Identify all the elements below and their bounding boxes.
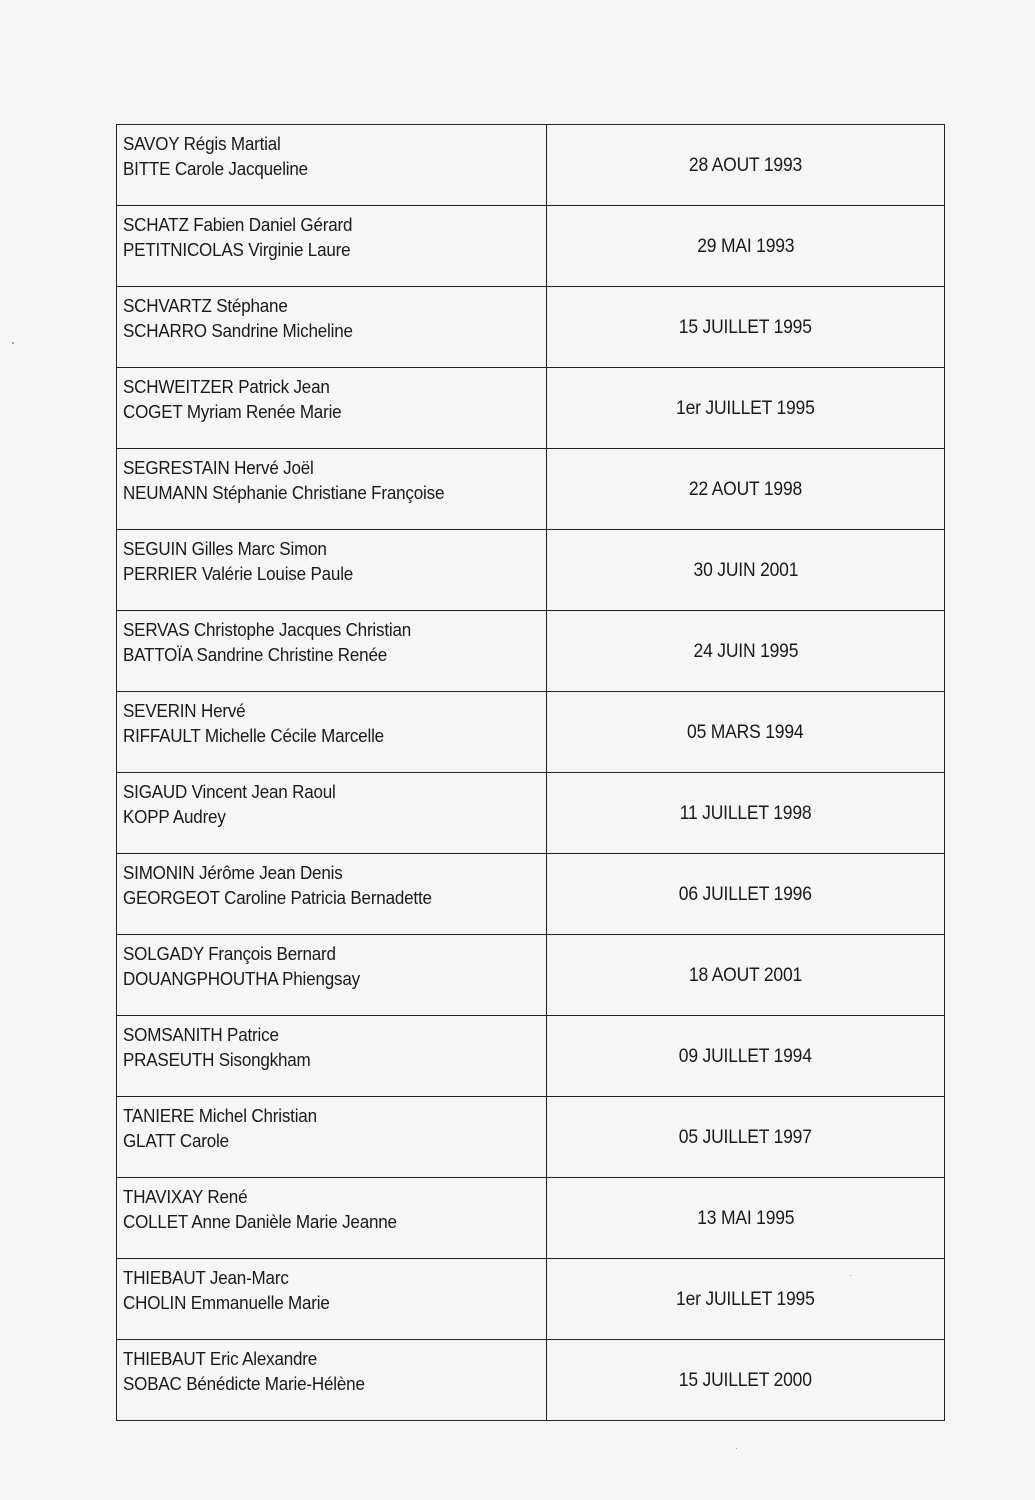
marriage-date-cell (547, 692, 945, 773)
marriage-date-cell (547, 287, 945, 368)
husband-name: SIGAUD Vincent Jean Raoul (122, 781, 336, 802)
couple-names-cell (117, 287, 513, 368)
husband-name: THAVIXAY René (122, 1186, 247, 1207)
marriage-date: 29 MAI 1993 (696, 236, 795, 257)
table-row (117, 1016, 945, 1097)
marriage-date-cell (547, 1259, 945, 1340)
husband-name: SOLGADY François Bernard (122, 943, 336, 964)
wife-name: GEORGEOT Caroline Patricia Bernadette (122, 887, 432, 908)
marriage-date: 30 JUIN 2001 (693, 560, 798, 581)
marriage-date: 15 JUILLET 1995 (679, 317, 812, 338)
table-row (117, 368, 945, 449)
marriage-date-cell (547, 611, 945, 692)
marriage-date: 13 MAI 1995 (696, 1208, 795, 1229)
marriage-date: 1er JUILLET 1995 (676, 398, 815, 419)
husband-name: SAVOY Régis Martial (122, 133, 281, 154)
wife-name: BATTOÏA Sandrine Christine Renée (122, 644, 387, 665)
couple-names-cell (117, 773, 513, 854)
couple-names-cell (117, 368, 513, 449)
marriage-date-cell (547, 773, 945, 854)
table-row (117, 773, 945, 854)
wife-name: PRASEUTH Sisongkham (122, 1049, 311, 1070)
marriage-date: 15 JUILLET 2000 (679, 1370, 812, 1391)
scan-speck (12, 342, 14, 344)
wife-name: CHOLIN Emmanuelle Marie (122, 1292, 330, 1313)
table-row (117, 530, 945, 611)
table-row (117, 206, 945, 287)
husband-name: THIEBAUT Jean-Marc (122, 1267, 289, 1288)
husband-name: SEGUIN Gilles Marc Simon (122, 538, 327, 559)
registry-table-body (117, 125, 945, 1421)
marriage-date-cell (547, 935, 945, 1016)
husband-name: TANIERE Michel Christian (122, 1105, 317, 1126)
wife-name: GLATT Carole (122, 1130, 229, 1151)
marriage-date-cell (547, 530, 945, 611)
marriage-date-cell (547, 1097, 945, 1178)
table-row (117, 1097, 945, 1178)
wife-name: RIFFAULT Michelle Cécile Marcelle (122, 725, 384, 746)
couple-names-cell (117, 206, 513, 287)
marriage-date: 18 AOUT 2001 (688, 965, 803, 986)
husband-name: SEGRESTAIN Hervé Joël (122, 457, 314, 478)
couple-names-cell (117, 1097, 513, 1178)
wife-name: DOUANGPHOUTHA Phiengsay (122, 968, 360, 989)
husband-name: SCHVARTZ Stéphane (122, 295, 288, 316)
husband-name: SEVERIN Hervé (122, 700, 245, 721)
marriage-date: 11 JUILLET 1998 (679, 803, 812, 824)
table-row (117, 935, 945, 1016)
marriage-date: 06 JUILLET 1996 (679, 884, 812, 905)
couple-names-cell (117, 125, 513, 206)
couple-names-cell (117, 935, 513, 1016)
husband-name: THIEBAUT Eric Alexandre (122, 1348, 317, 1369)
wife-name: KOPP Audrey (122, 806, 226, 827)
marriage-date: 05 MARS 1994 (687, 722, 804, 743)
wife-name: PETITNICOLAS Virginie Laure (122, 239, 350, 260)
couple-names-cell (117, 854, 513, 935)
couple-names-cell (117, 611, 513, 692)
marriage-date-cell (547, 206, 945, 287)
scan-speck (736, 1448, 737, 1449)
table-row (117, 287, 945, 368)
husband-name: SOMSANITH Patrice (122, 1024, 279, 1045)
table-row (117, 611, 945, 692)
marriage-date-cell (547, 449, 945, 530)
husband-name: SCHATZ Fabien Daniel Gérard (122, 214, 352, 235)
couple-names-cell (117, 1259, 513, 1340)
marriage-date-cell (547, 1178, 945, 1259)
wife-name: COLLET Anne Danièle Marie Jeanne (122, 1211, 397, 1232)
marriage-date: 05 JUILLET 1997 (679, 1127, 812, 1148)
wife-name: COGET Myriam Renée Marie (122, 401, 341, 422)
marriage-date-cell (547, 1340, 945, 1421)
wife-name: SCHARRO Sandrine Micheline (122, 320, 353, 341)
marriage-date-cell (547, 1016, 945, 1097)
couple-names-cell (117, 1016, 513, 1097)
table-row (117, 449, 945, 530)
table-row (117, 1178, 945, 1259)
wife-name: NEUMANN Stéphanie Christiane Françoise (122, 482, 444, 503)
table-row (117, 125, 945, 206)
table-row (117, 1340, 945, 1421)
couple-names-cell (117, 530, 513, 611)
husband-name: SERVAS Christophe Jacques Christian (122, 619, 411, 640)
scan-speck (850, 1275, 851, 1276)
couple-names-cell (117, 1178, 513, 1259)
wife-name: SOBAC Bénédicte Marie-Hélène (122, 1373, 365, 1394)
marriage-date: 28 AOUT 1993 (688, 155, 803, 176)
marriage-date-cell (547, 854, 945, 935)
couple-names-cell (117, 449, 513, 530)
marriage-date-cell (547, 125, 945, 206)
husband-name: SCHWEITZER Patrick Jean (122, 376, 330, 397)
table-row (117, 692, 945, 773)
couple-names-cell (117, 1340, 513, 1421)
marriage-date-cell (547, 368, 945, 449)
table-row (117, 854, 945, 935)
marriage-registry-table (116, 124, 945, 1421)
marriage-date: 1er JUILLET 1995 (676, 1289, 815, 1310)
wife-name: PERRIER Valérie Louise Paule (122, 563, 353, 584)
marriage-date: 22 AOUT 1998 (688, 479, 803, 500)
marriage-date: 24 JUIN 1995 (693, 641, 798, 662)
husband-name: SIMONIN Jérôme Jean Denis (122, 862, 343, 883)
couple-names-cell (117, 692, 513, 773)
table-row (117, 1259, 945, 1340)
marriage-date: 09 JUILLET 1994 (679, 1046, 812, 1067)
wife-name: BITTE Carole Jacqueline (122, 158, 308, 179)
